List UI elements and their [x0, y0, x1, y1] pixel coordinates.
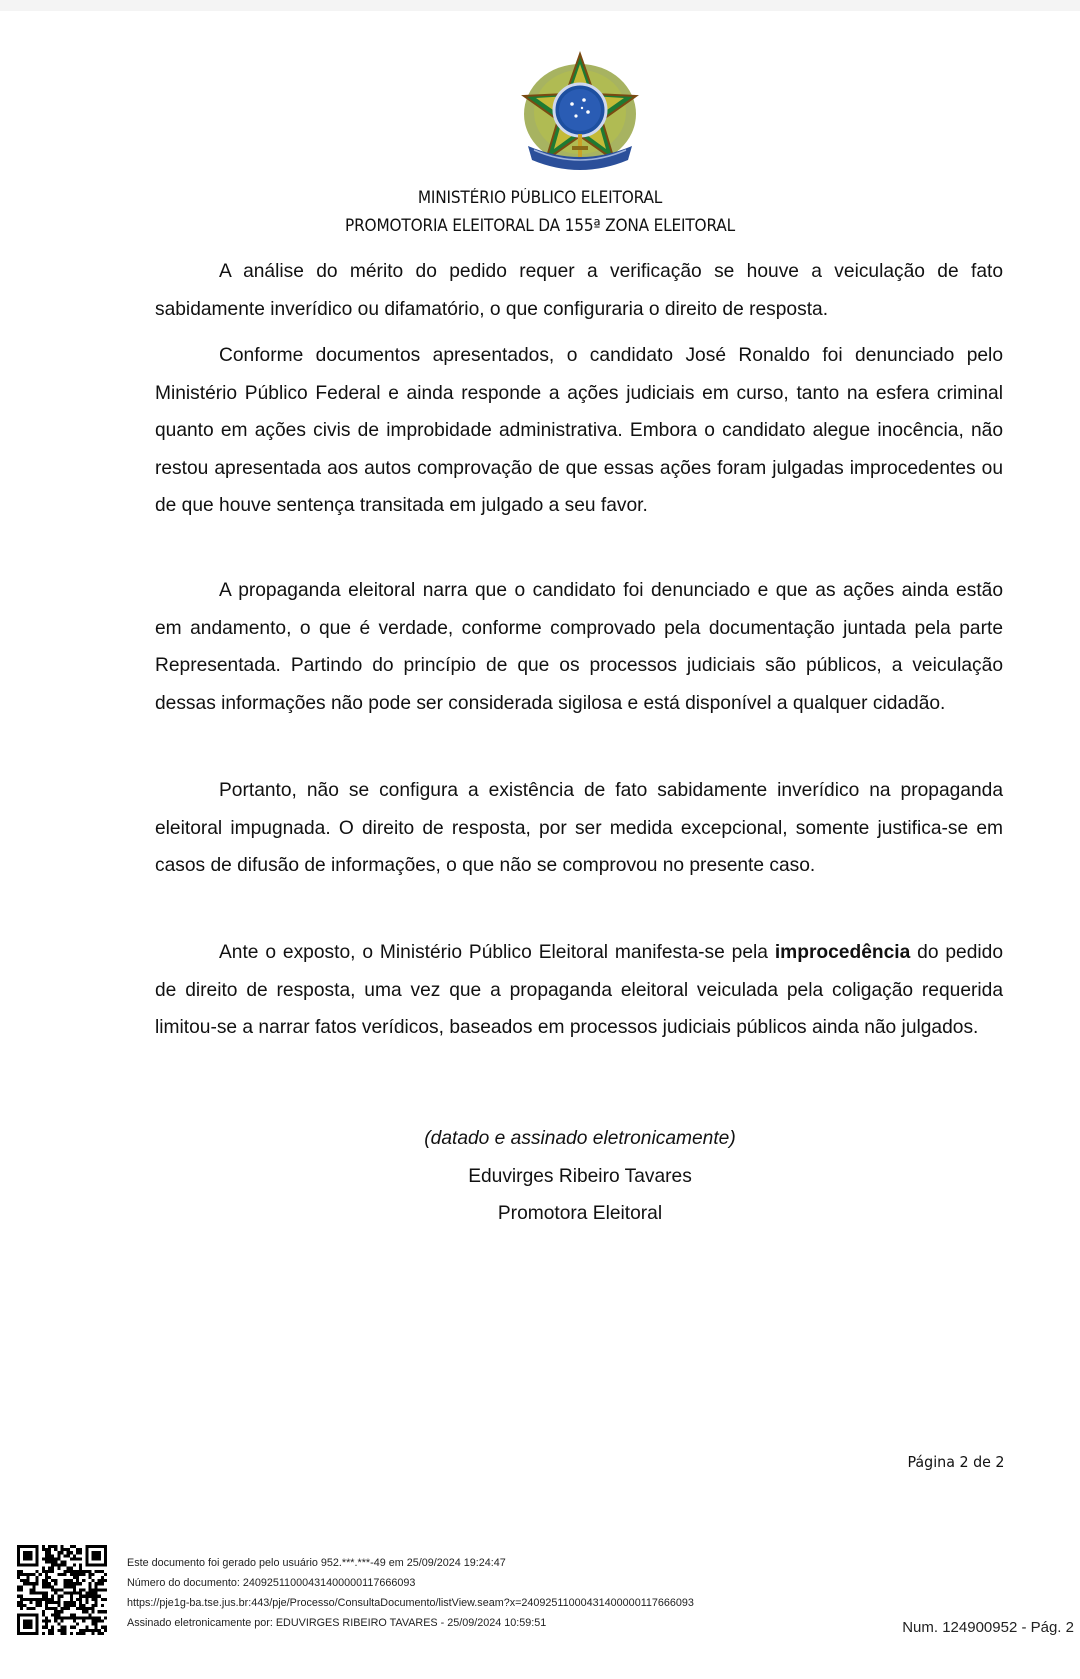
qr-code-icon — [17, 1545, 107, 1635]
footer-generated-by: Este documento foi gerado pelo usuário 952.***.***-49 em 25/09/2024 19:24:47 — [127, 1557, 506, 1569]
footer-num-page: Num. 124900952 - Pág. 2 — [902, 1619, 1074, 1636]
paragraph-text: A análise do mérito do pedido requer a verificação se houve a veiculação de fato sabidamente inverídico ou difamatório, o que configuraria o direito de resposta. — [155, 261, 1003, 320]
footer-document-number: Número do documento: 24092511000431400000117666093 — [127, 1577, 416, 1589]
paragraph-1 — [155, 253, 1003, 328]
signature-name: Eduvirges Ribeiro Tavares — [468, 1166, 692, 1187]
header-institution: MINISTÉRIO PÚBLICO ELEITORAL — [417, 188, 663, 207]
signature-note: (datado e assinado eletronicamente) — [424, 1128, 736, 1149]
text-after: do pedido de direito de resposta, uma vez que a propaganda eleitoral veiculada pela coligação requerida limitou-se a narrar fatos verídicos, baseados em processos judiciais públicos ainda não julgados. — [155, 942, 1004, 1039]
paragraph-3 — [155, 572, 1003, 722]
footer-signed-by: Assinado eletronicamente por: EDUVIRGES RIBEIRO TAVARES - 25/09/2024 10:59:51 — [127, 1617, 547, 1629]
header-office: PROMOTORIA ELEITORAL DA 155ª ZONA ELEITORAL — [345, 216, 735, 235]
paragraph-text: A propaganda eleitoral narra que o candidato foi denunciado e que as ações ainda estão em andamento, o que é verdade, conforme comprovado pela documentação juntada pela parte Representada. Partindo do princípio de que os processos judiciais são públicos, a veiculação dessas informações não pode ser considerada sigilosa e está disponível a qualquer cidadão. — [155, 580, 1003, 714]
paragraph-text — [155, 934, 1003, 1047]
paragraph-text: Conforme documentos apresentados, o candidato José Ronaldo foi denunciado pelo Ministério Público Federal e ainda responde a ações judiciais em curso, tanto na esfera criminal quanto em ações civis de improbidade administrativa. Embora o candidato alegue inocência, não restou apresentada aos autos comprovação de que essas ações foram julgadas improcedentes ou de que houve sentença transitada em julgado a seu favor. — [155, 345, 1003, 517]
footer-document-url[interactable]: https://pje1g-ba.tse.jus.br:443/pje/Processo/ConsultaDocumento/listView.seam?x=24092511000431400000117666093 — [127, 1597, 694, 1609]
paragraph-4 — [155, 772, 1003, 885]
signature-role: Promotora Eleitoral — [497, 1203, 663, 1224]
brazil-coat-of-arms-icon — [518, 50, 642, 178]
bold-term: improcedência — [774, 942, 911, 963]
text-before: Ante o exposto, o Ministério Público Eleitoral manifesta-se pela — [219, 942, 775, 963]
paragraph-2 — [155, 337, 1003, 525]
paragraph-5-conclusion — [155, 934, 1003, 1047]
page-number: Página 2 de 2 — [906, 1453, 1004, 1471]
paragraph-text: Portanto, não se configura a existência de fato sabidamente inverídico na propaganda eleitoral impugnada. O direito de resposta, por ser medida excepcional, somente justifica-se em casos de difusão de informações, o que não se comprovou no presente caso. — [155, 780, 1003, 877]
viewer-top-bar — [0, 0, 1080, 11]
